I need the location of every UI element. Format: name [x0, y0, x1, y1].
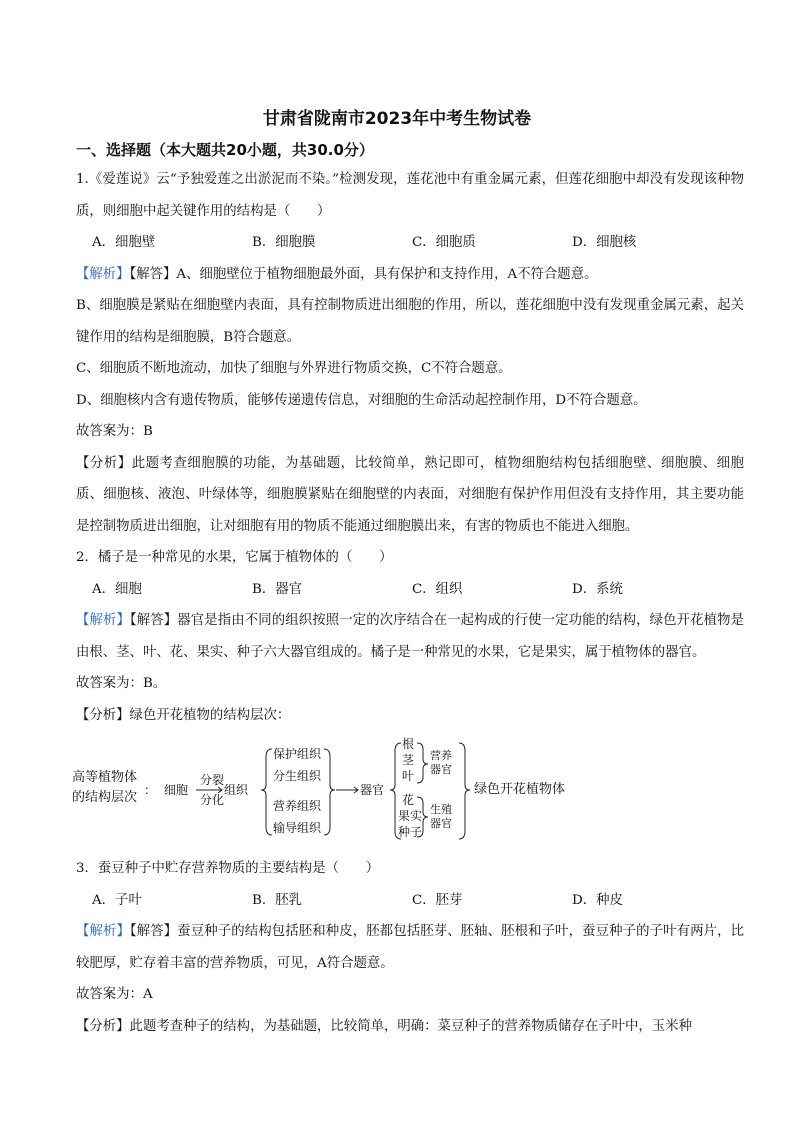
diagram-organ-fruit: 果实	[398, 809, 423, 823]
q1-analysis: 【分析】此题考查细胞膜的功能，为基础题，比较简单，熟记即可，植物细胞结构包括细胞壁、细胞膜、细胞质、细胞核、液泡、叶绿体等，细胞膜紧贴在细胞壁的内表面，对细胞有保护作用但没有支持作用，其主要功能是控制物质进出细胞，让对细胞有用的物质不能通过细胞膜出来，有害的物质也不能进入细胞。	[76, 455, 744, 534]
q1-option-d: D．细胞核	[572, 235, 637, 250]
diagram-organ-seed: 种子	[398, 825, 423, 839]
diagram-plant: 绿色开花植物体	[474, 782, 566, 797]
jiexi-tag: 【解析】	[76, 266, 130, 282]
q3-solution: 【解答】蚕豆种子的结构包括胚和种皮，胚都包括胚芽、胚轴、胚根和子叶，蚕豆种子的子叶有两片，比较肥厚，贮存着丰富的营养物质，可见，A符合题意。	[76, 924, 744, 971]
q1-answer: 故答案为：B	[76, 424, 153, 439]
q2-analysis: 【分析】绿色开花植物的结构层次：	[76, 707, 291, 723]
diagram-rep-organ-2: 器官	[430, 817, 452, 830]
diagram-tissue-2: 分生组织	[273, 769, 322, 783]
q1-explanation	[76, 259, 744, 291]
q1-solution-b: B、细胞膜是紧贴在细胞壁内表面，具有控制物质进出细胞的作用，所以，莲花细胞中没有发现重金属元素，起关键作用的结构是细胞膜，B符合题意。	[76, 298, 744, 345]
diagram-tissue-1: 保护组织	[273, 747, 322, 761]
q2-solution: 【解答】器官是指由不同的组织按照一定的次序结合在一起构成的行使一定功能的结构，绿色开花植物是由根、茎、叶、花、果实、种子六大器官组成的。橘子是一种常见的水果，它是果实，属于植物体的器官。	[76, 613, 744, 660]
q2-answer: 故答案为：B。	[76, 676, 167, 691]
diagram-tissue: 组织	[224, 783, 249, 797]
q2-stem: 2．橘子是一种常见的水果，它属于植物体的（ ）	[76, 550, 393, 565]
diagram-rep-organ-1: 生殖	[430, 803, 452, 816]
q2-option-d: D．系统	[572, 581, 623, 597]
diagram-tissue-3: 营养组织	[273, 799, 322, 813]
q3-option-d: D．种皮	[572, 892, 623, 908]
q3-explanation	[76, 916, 744, 979]
q1-options	[76, 227, 744, 259]
q2-explanation	[76, 605, 744, 668]
q3-analysis: 【分析】此题考查种子的结构，为基础题，比较简单，明确：菜豆种子的营养物质储存在子叶中，玉米种	[76, 1018, 692, 1034]
q1-stem: 1.《爱莲说》云“予独爱莲之出淤泥而不染。”检测发现，莲花池中有重金属元素，但莲花细胞中却没有发现该种物质，则细胞中起关键作用的结构是（ ）	[76, 172, 744, 219]
diagram-left-label-2: 的结构层次	[72, 790, 138, 805]
diagram-differentiate: 分化	[200, 793, 225, 807]
diagram-left-label-1: 高等植物体	[72, 770, 138, 785]
q3-stem: 3．蚕豆种子中贮存营养物质的主要结构是（ ）	[76, 861, 380, 876]
jiexi-tag: 【解析】	[76, 924, 130, 939]
diagram-tissue-4: 输导组织	[273, 821, 322, 835]
diagram-cell: 细胞	[164, 783, 189, 797]
q3-option-a: A．子叶	[92, 892, 142, 908]
q1-solution-d: D、细胞核内含有遗传物质，能够传递遗传信息，对细胞的生命活动起控制作用，D不符合题意。	[76, 392, 647, 408]
diagram-split: 分裂	[200, 773, 225, 787]
diagram-veg-organ-2: 器官	[430, 763, 452, 776]
diagram-colon: ：	[144, 783, 157, 797]
q2-option-b: B．器官	[252, 581, 303, 597]
diagram-organ: 器官	[360, 783, 385, 797]
jiexi-tag: 【解析】	[76, 613, 130, 628]
plant-structure-diagram	[72, 735, 744, 853]
q1-solution-a: 【解答】A、细胞壁位于植物细胞最外面，具有保护和支持作用，A不符合题意。	[129, 266, 598, 282]
diagram-organ-stem: 茎	[402, 753, 415, 767]
q2-option-c: C．组织	[412, 581, 463, 597]
q1-option-c: C．细胞质	[412, 235, 476, 250]
q1-option-b: B．细胞膜	[252, 235, 316, 250]
q3-answer: 故答案为：A	[76, 987, 153, 1002]
document-body	[72, 164, 744, 1042]
q1-solution-c: C、细胞质不断地流动，加快了细胞与外界进行物质交换，C不符合题意。	[76, 361, 512, 376]
q3-options	[76, 885, 744, 917]
page-title: 甘肃省陇南市2023年中考生物试卷	[262, 109, 532, 129]
q3-option-c: C．胚芽	[412, 892, 463, 908]
section-heading: 一、选择题（本大题共20小题，共30.0分）	[76, 141, 374, 159]
diagram-organ-leaf: 叶	[402, 769, 415, 783]
q1-option-a: A．细胞壁	[92, 235, 156, 250]
diagram-veg-organ-1: 营养	[430, 749, 452, 762]
diagram-organ-root: 根	[402, 737, 415, 751]
q3-option-b: B．胚乳	[252, 892, 303, 908]
q2-option-a: A．细胞	[92, 581, 142, 597]
q2-options	[76, 574, 744, 606]
diagram-organ-flower: 花	[402, 793, 415, 807]
